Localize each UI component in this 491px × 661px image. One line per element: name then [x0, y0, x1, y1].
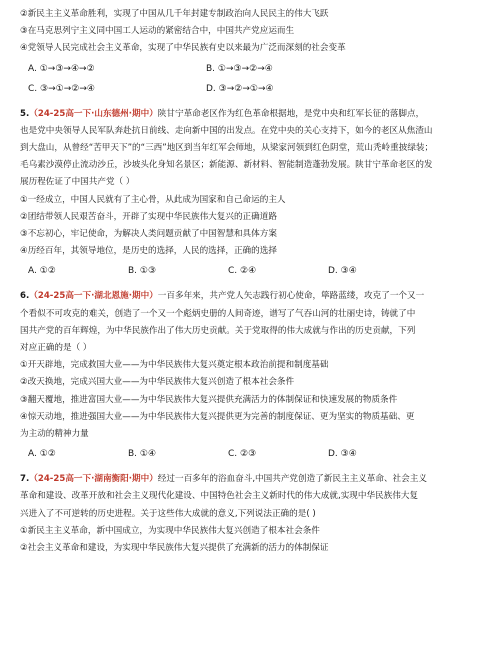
- statement: ①一经成立，中国人民就有了主心骨，从此成为国家和自己命运的主人: [20, 194, 286, 205]
- statement: ④历经百年，其领导地位，是历史的选择，人民的选择，正确的选择: [20, 246, 277, 257]
- option-c[interactable]: C. ②④: [228, 266, 257, 277]
- option-c[interactable]: C. ③→①→②→④: [28, 83, 95, 94]
- statement: ③翻天覆地，推进富国大业——为中华民族伟大复兴提供充满活力的体制保证和快速发展的物质条件: [20, 394, 398, 405]
- option-b[interactable]: B. ①④: [128, 449, 157, 460]
- question-stem: 7.（24-25高一下·湖南衡阳·期中）经过一百多年的浴血奋斗,中国共产党创造了新民主主义革命、社会主义: [20, 474, 427, 485]
- option-d[interactable]: D. ③④: [328, 266, 357, 277]
- statement: ②新民主主义革命胜利，实现了中国从几千年封建专制政治向人民民主的伟大飞跃: [20, 9, 329, 19]
- answer-options: [28, 262, 475, 280]
- stem-line: 到大盘山，从曾经“苦甲天下”的“三西”地区到当年红军会师地，从梁家河领到红色阴堂，荒山秃岭重披绿装；: [20, 143, 434, 154]
- statement: ④党领导人民完成社会主义革命，实现了中华民族有史以来最为广泛而深刻的社会变革: [20, 43, 346, 54]
- statement: ③在马克思列宁主义同中国工人运动的紧密结合中，中国共产党应运而生: [20, 26, 295, 37]
- option-a[interactable]: A. ①②: [28, 266, 56, 277]
- question-7: [20, 471, 475, 557]
- answer-options: [28, 60, 475, 78]
- stem-line: 对应正确的是（ ）: [20, 343, 92, 354]
- question-source: （24-25高一下·湖南衡阳·期中）: [29, 474, 158, 485]
- stem-line: 毛乌素沙漠停止流动沙丘，沙坡头化身知名景区；新能源、新材料、智能制造蓬勃发展。陕甘宁革命老区的发: [20, 160, 433, 171]
- statement: ①新民主主义革命，新中国成立，为实现中华民族伟大复兴创造了根本社会条件: [20, 525, 320, 536]
- option-a[interactable]: A. ①②: [28, 449, 56, 460]
- option-d[interactable]: D. ③④: [328, 449, 357, 460]
- statement-tail: 为主动的精神力量: [20, 429, 89, 440]
- statement: ③不忘初心，牢记使命，为解决人类问题贡献了中国智慧和具体方案: [20, 229, 277, 240]
- statement: ②改天换地，完成兴国大业——为中华民族伟大复兴创造了根本社会条件: [20, 377, 295, 388]
- question-4: [20, 6, 475, 98]
- stem-line: 展历程佐证了中国共产党（ ）: [20, 177, 135, 188]
- option-d[interactable]: D. ③→②→①→④: [206, 83, 274, 94]
- stem-line: 个看似不可攻克的难关，创造了一个又一个彪炳史册的人间奇迹，谱写了气吞山河的壮丽史诗，铸就了中: [20, 308, 416, 319]
- question-source: （24-25高一下·山东德州·期中）: [29, 108, 158, 119]
- statement: ①开天辟地，完成救国大业——为中华民族伟大复兴奠定根本政治前提和制度基础: [20, 360, 329, 371]
- question-number: 7.: [20, 474, 30, 485]
- answer-options: [28, 80, 475, 98]
- question-6: [20, 288, 475, 463]
- question-stem: 5.（24-25高一下·山东德州·期中）陕甘宁革命老区作为红色革命根据地，是党中央和红军长征的落脚点，: [20, 108, 425, 119]
- option-b[interactable]: B. ①③: [128, 266, 157, 277]
- statement: ④惊天动地，推进强国大业——为中华民族伟大复兴提供更为完善的制度保证、更为坚实的物质基础、更: [20, 411, 415, 422]
- statement: ②社会主义革命和建设，为实现中华民族伟大复兴提供了充满新的活力的体制保证: [20, 543, 329, 554]
- stem-line: 兴进入了不可逆转的历史进程。关于这些伟大成就的意义,下列说法正确的是( ): [20, 508, 316, 519]
- option-b[interactable]: B. ①→③→②→④: [206, 63, 273, 74]
- answer-options: [28, 445, 475, 463]
- question-source: （24-25高一下·湖北恩施·期中）: [29, 291, 158, 302]
- statement: ②团结带领人民艰苦奋斗，开辟了实现中华民族伟大复兴的正确道路: [20, 211, 277, 222]
- question-number: 6.: [20, 291, 30, 302]
- question-number: 5.: [20, 108, 30, 119]
- question-5: [20, 106, 475, 281]
- stem-line: 也是党中央领导人民军队奔赴抗日前线、走向新中国的出发点。在党中央的关心支持下，如今的老区从焦渣山: [20, 125, 433, 136]
- question-stem: 6.（24-25高一下·湖北恩施·期中）一百多年来，共产党人矢志践行初心使命，筚路蓝缕，攻克了一个又一: [20, 291, 425, 302]
- stem-line: 国共产党的百年辉煌，为中华民族作出了伟大历史贡献。关于党取得的伟大成就与作出的历史贡献，下列: [20, 325, 416, 336]
- option-a[interactable]: A. ①→③→④→②: [28, 63, 95, 74]
- option-c[interactable]: C. ②③: [228, 449, 257, 460]
- stem-line: 革命和建设、改革开放和社会主义现代化建设、中国特色社会主义新时代的伟大成就,实现中华民族伟大复: [20, 491, 419, 502]
